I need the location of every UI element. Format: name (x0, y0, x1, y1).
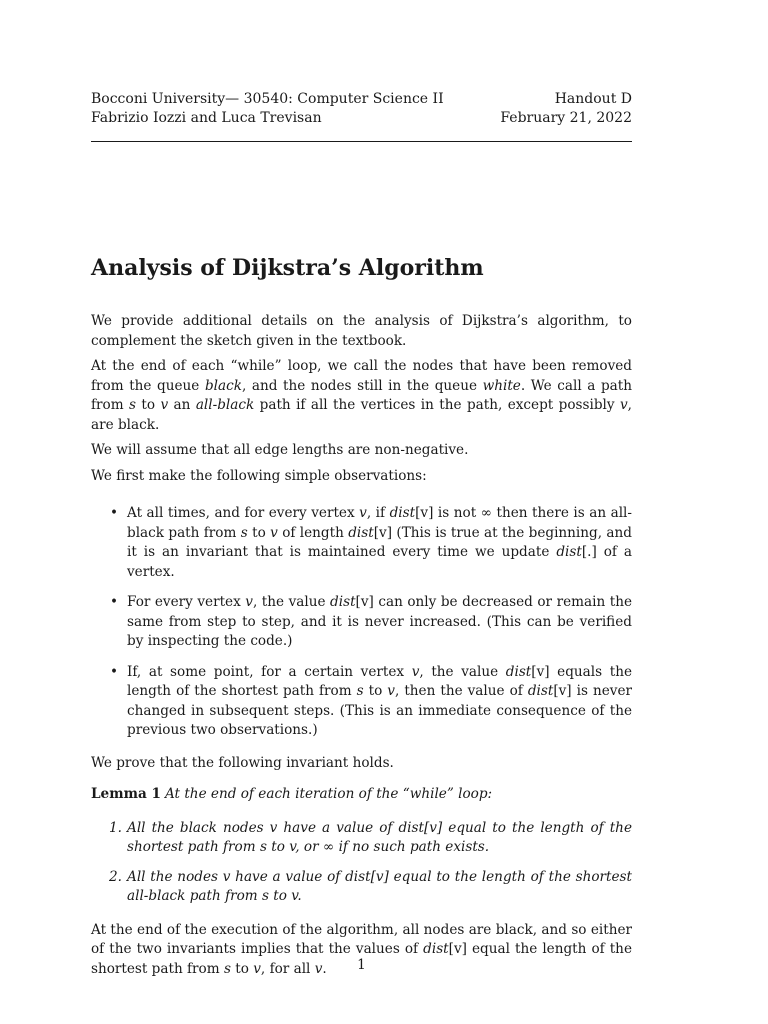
authors: Fabrizio Iozzi and Luca Trevisan (91, 110, 322, 126)
assumption-paragraph: We will assume that all edge lengths are non-negative. (91, 442, 469, 458)
list-item: • If, at some point, for a certain vertex v, the value dist[v] equals the length of the shortest path from s to v, then the value of dist[v] is never changed in subsequent steps. (This is an immediate consequence of the previous two observations.) (91, 663, 632, 741)
handout-label: Handout D (554, 91, 632, 107)
conclusion-paragraph: At the end of the execution of the algorithm, all nodes are black, and so either of the two invariants implies that the values of dist[v] equal the length of the shortest path from s to v, for all v. (91, 921, 632, 977)
handout-date: February 21, 2022 (500, 110, 632, 126)
lemma-statement: Lemma 1 At the end of each iteration of the “while” loop: (91, 786, 493, 802)
page-number: 1 (357, 957, 366, 973)
list-item: 2. All the nodes v have a value of dist[v] equal to the length of the shortest all-black path from s to v. (109, 868, 632, 904)
list-item: • For every vertex v, the value dist[v] can only be decreased or remain the same from step to step, and it is never increased. (This can be verified by inspecting the code.) (91, 593, 632, 652)
lemma-heading: Lemma 1 (91, 786, 161, 802)
header-row-1 (91, 90, 632, 109)
list-item: 1. All the black nodes v have a value of dist[v] equal to the length of the shortest path from s to v, or ∞ if no such path exists. (109, 819, 632, 855)
lemma-items (91, 819, 632, 907)
intro-paragraph: We provide additional details on the analysis of Dijkstra’s algorithm, to complement the sketch given in the textbook. (91, 313, 632, 349)
definitions-paragraph: At the end of each “while” loop, we call the nodes that have been removed from the queue black, and the nodes still in the queue white. We call a path from s to v an all-black path if all the vertices in the path, except possibly v, are black. (91, 358, 632, 433)
course-info: Bocconi University— 30540: Computer Science II (91, 91, 444, 107)
document-title: Analysis of Dijkstra’s Algorithm (91, 255, 484, 281)
invariant-intro: We prove that the following invariant holds. (91, 754, 394, 771)
page-header (91, 90, 632, 128)
observations-list (91, 504, 632, 741)
document-body (91, 312, 632, 985)
header-rule (91, 141, 632, 142)
list-item: • At all times, and for every vertex v, if dist[v] is not ∞ then there is an all-black path from s to v of length dist[v] (This is true at the beginning, and it is an invariant that is maintained every time we update dist[.] of a vertex. (91, 504, 632, 582)
header-row-2 (91, 109, 632, 128)
observations-intro: We first make the following simple observations: (91, 467, 427, 484)
